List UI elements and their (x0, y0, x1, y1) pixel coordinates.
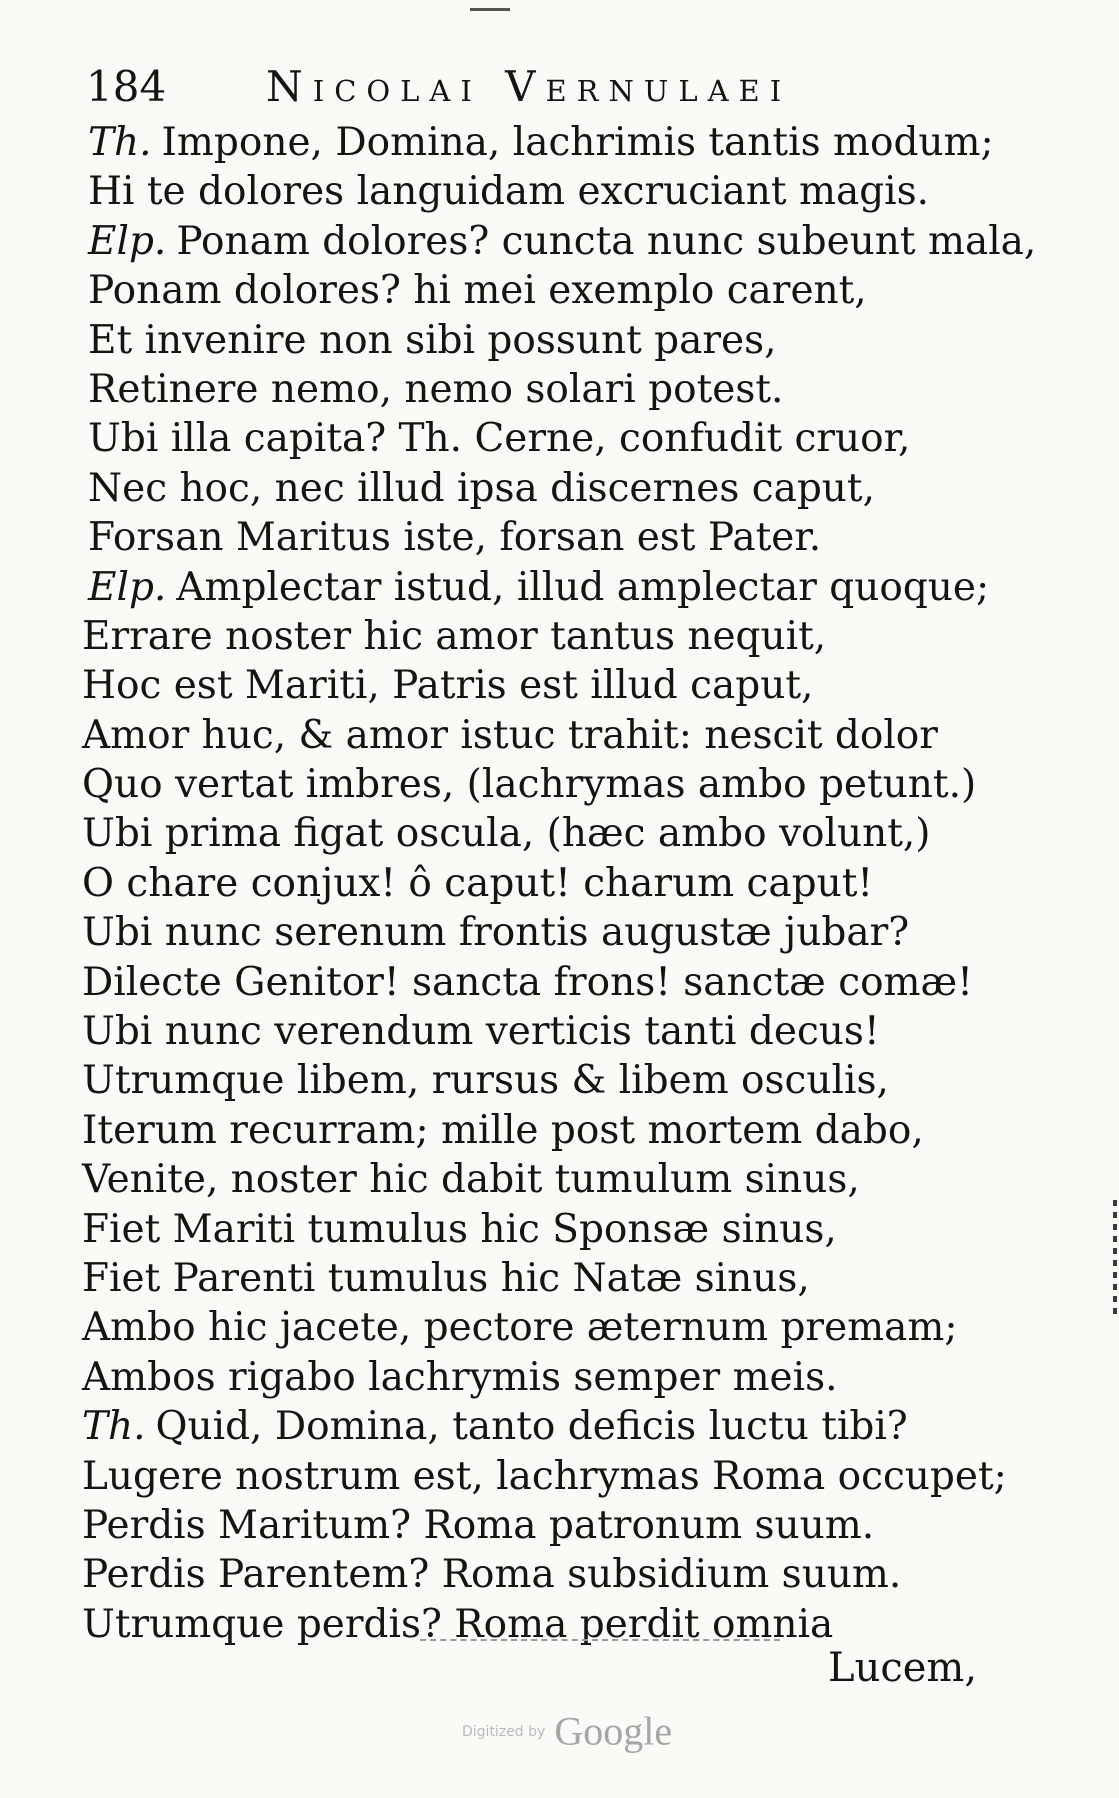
speaker-label: Th. (82, 1404, 146, 1450)
verse-text: Fiet Mariti tumulus hic Sponsæ sinus, (82, 1206, 837, 1252)
verse-line (82, 167, 982, 216)
verse-line (82, 563, 990, 612)
verse-line (82, 1452, 1007, 1501)
verse-text: Venite, noster hic dabit tumulum sinus, (82, 1157, 860, 1203)
verse-text: Amor huc, & amor istuc trahit: nescit dolor (82, 712, 938, 758)
verse-line (82, 1501, 982, 1550)
verse-text: O chare conjux! ô caput! charum caput! (82, 860, 874, 906)
verse-line (82, 711, 982, 760)
verse-text: Ubi nunc verendum verticis tanti decus! (82, 1009, 880, 1055)
verse-line (82, 1205, 982, 1254)
verse-text: Ponam dolores? hi mei exemplo carent, (88, 268, 867, 314)
verse-text: Quo vertat imbres, (lachrymas ambo petunt.) (82, 762, 977, 808)
verse-line (82, 1550, 982, 1599)
verse-text: Ambos rigabo lachrymis semper meis. (82, 1354, 838, 1400)
verse-line (82, 1106, 982, 1155)
verse-line (82, 958, 982, 1007)
verse-line (82, 118, 994, 167)
verse-line (82, 217, 1037, 266)
page-edge-mark (1113, 1200, 1117, 1320)
verse-block (82, 118, 1037, 1649)
speaker-label: Elp. (88, 564, 167, 610)
verse-text: Amplectar istud, illud amplectar quoque; (176, 564, 990, 610)
verse-line (82, 1254, 982, 1303)
page-number: 184 (86, 62, 167, 111)
verse-text: Utrumque libem, rursus & libem osculis, (82, 1058, 889, 1104)
verse-text: Dilecte Genitor! sancta frons! sanctæ comæ! (82, 959, 973, 1005)
verse-text: Forsan Maritus iste, forsan est Pater. (88, 515, 822, 561)
verse-text: Utrumque perdis? Roma perdit omnia (82, 1601, 834, 1647)
verse-text: Fiet Parenti tumulus hic Natæ sinus, (82, 1255, 810, 1301)
verse-text: Ubi illa capita? Th. Cerne, confudit cruor, (88, 416, 911, 462)
watermark-brand: Google (554, 1708, 673, 1754)
verse-text: Ubi nunc serenum frontis augustæ jubar? (82, 910, 910, 956)
verse-line (82, 365, 982, 414)
verse-text: Errare noster hic amor tantus nequit, (82, 613, 827, 659)
printing-mark (470, 0, 510, 11)
watermark-prefix: Digitized by (462, 1723, 546, 1740)
verse-text: Ubi prima figat oscula, (hæc ambo volunt,) (82, 811, 931, 857)
verse-line (82, 1007, 982, 1056)
verse-text: Lugere nostrum est, lachrymas Roma occupet; (82, 1453, 1007, 1499)
verse-text: Impone, Domina, lachrimis tantis modum; (161, 120, 994, 165)
verse-text: Ponam dolores? cuncta nunc subeunt mala, (176, 218, 1037, 264)
verse-text: Quid, Domina, tanto deficis luctu tibi? (155, 1404, 908, 1450)
verse-line (82, 859, 982, 908)
verse-line (82, 1402, 982, 1451)
verse-line (82, 464, 982, 513)
verse-line (82, 661, 982, 710)
verse-line (82, 809, 982, 858)
verse-text: Nec hoc, nec illud ipsa discernes caput, (88, 465, 875, 511)
verse-text: Ambo hic jacete, pectore æternum premam; (82, 1305, 958, 1351)
verse-text: Hi te dolores languidam excruciant magis. (88, 169, 930, 215)
catchword: Lucem, (828, 1645, 978, 1691)
speaker-label: Elp. (88, 218, 167, 264)
digitization-watermark (462, 1706, 672, 1756)
verse-line (82, 1353, 982, 1402)
speaker-label: Th. (88, 120, 152, 165)
verse-text: Perdis Parentem? Roma subsidium suum. (82, 1552, 902, 1598)
underline-rule (420, 1639, 780, 1641)
verse-line (82, 266, 982, 315)
verse-line (82, 513, 982, 562)
verse-text: Iterum recurram; mille post mortem dabo, (82, 1107, 924, 1153)
verse-line (82, 316, 982, 365)
verse-line (82, 414, 982, 463)
verse-text: Hoc est Mariti, Patris est illud caput, (82, 663, 814, 709)
verse-text: Retinere nemo, nemo solari potest. (88, 366, 784, 412)
running-head: Nicolai Vernulaei (266, 62, 792, 111)
verse-line (82, 1056, 982, 1105)
verse-line (82, 908, 982, 957)
verse-line (82, 1303, 982, 1352)
verse-text: Perdis Maritum? Roma patronum suum. (82, 1502, 875, 1548)
verse-text: Et invenire non sibi possunt pares, (88, 317, 777, 363)
verse-line (82, 1155, 982, 1204)
verse-line (82, 612, 982, 661)
verse-line (82, 760, 982, 809)
page-header (86, 52, 926, 122)
